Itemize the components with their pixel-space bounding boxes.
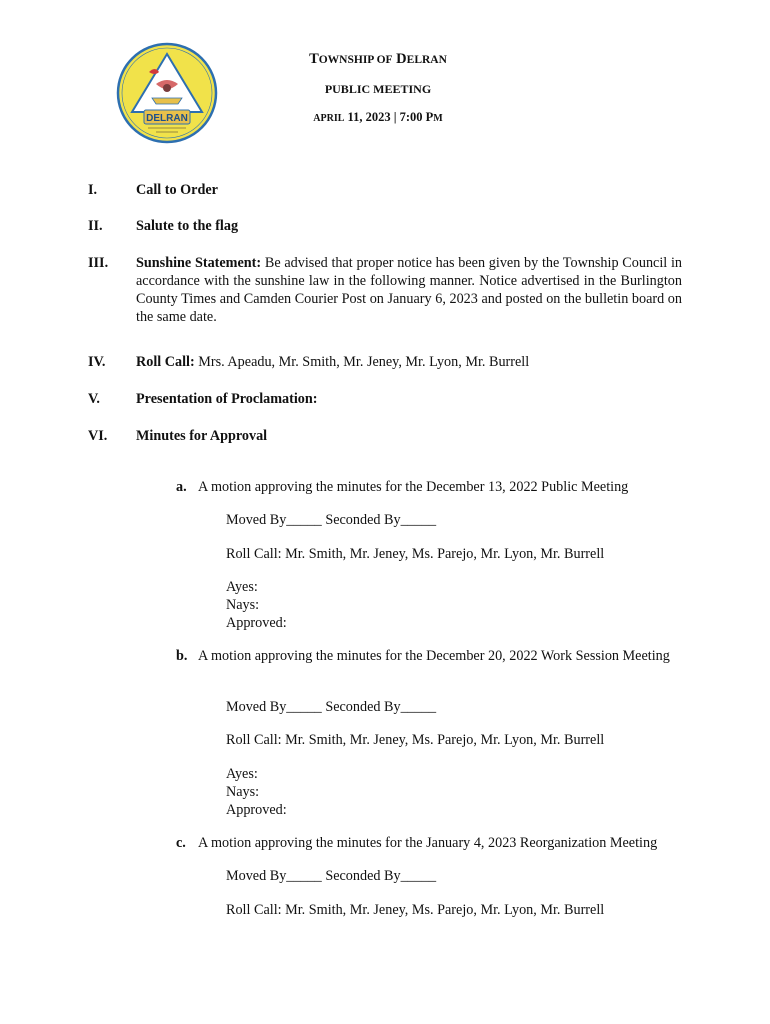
moved-seconded-b: Moved By_____ Seconded By_____	[226, 699, 437, 715]
vote-block-b: Ayes: Nays: Approved:	[226, 766, 287, 818]
moved-seconded-a: Moved By_____ Seconded By_____	[226, 512, 437, 528]
seal-name: DELRAN	[146, 113, 188, 124]
document-header	[250, 50, 506, 127]
document-page: DELRAN TOWNSHIP OF DELRAN PUBLIC MEETING APRIL 11, 2023 | 7:00 PM I. Call to Order II. Salute to the flag III. Sunshine Statement: Be advised that proper notice has been given by the Township Council in accordance with the sunshine law in the following manner. Notice advertised in the Burlington County Times and Camden Courier Post on January 6, 2023 and posted on the bulletin board on the same date. IV. Roll Call: Mrs. Apeadu, Mr. Smith, Mr. Jeney, Mr. Lyon, Mr. Burrell V. Presentation of Proclamation: VI. Minutes for Approval a. A motion approving the minutes for the December 13, 2022 Public Meeting Moved By_____ Seconded By_____ Roll Call: Mr. Smith, Mr. Jeney, Ms. Parejo, Mr. Lyon, Mr. Burrell Ayes: Nays: Approved: b. A motion approving the minutes for the December 20, 2022 Work Session Meeting Moved By_____ Seconded By_____ Roll Call: Mr. Smith, Mr. Jeney, Ms. Parejo, Mr. Lyon, Mr. Burrell Ayes: Nays: Approved: c. A motion approving the minutes for the January 4, 2023 Reorganization Meeting Moved By_____ Seconded By_____ Roll Call: Mr. Smith, Mr. Jeney, Ms. Parejo, Mr. Lyon, Mr. Burrell	[0, 0, 770, 1024]
moved-seconded-c: Moved By_____ Seconded By_____	[226, 868, 437, 884]
roll-call-b: Roll Call: Mr. Smith, Mr. Jeney, Ms. Parejo, Mr. Lyon, Mr. Burrell	[226, 732, 605, 748]
roll-call-a: Roll Call: Mr. Smith, Mr. Jeney, Ms. Parejo, Mr. Lyon, Mr. Burrell	[226, 546, 605, 562]
meeting-type: PUBLIC MEETING	[324, 82, 432, 96]
meeting-date: APRIL 11, 2023 | 7:00 PM	[313, 110, 443, 124]
vote-block-a: Ayes: Nays: Approved:	[226, 579, 287, 631]
township-seal-logo	[116, 42, 218, 144]
document-title: TOWNSHIP OF DELRAN	[309, 51, 447, 67]
roll-call-c: Roll Call: Mr. Smith, Mr. Jeney, Ms. Parejo, Mr. Lyon, Mr. Burrell	[226, 902, 605, 918]
